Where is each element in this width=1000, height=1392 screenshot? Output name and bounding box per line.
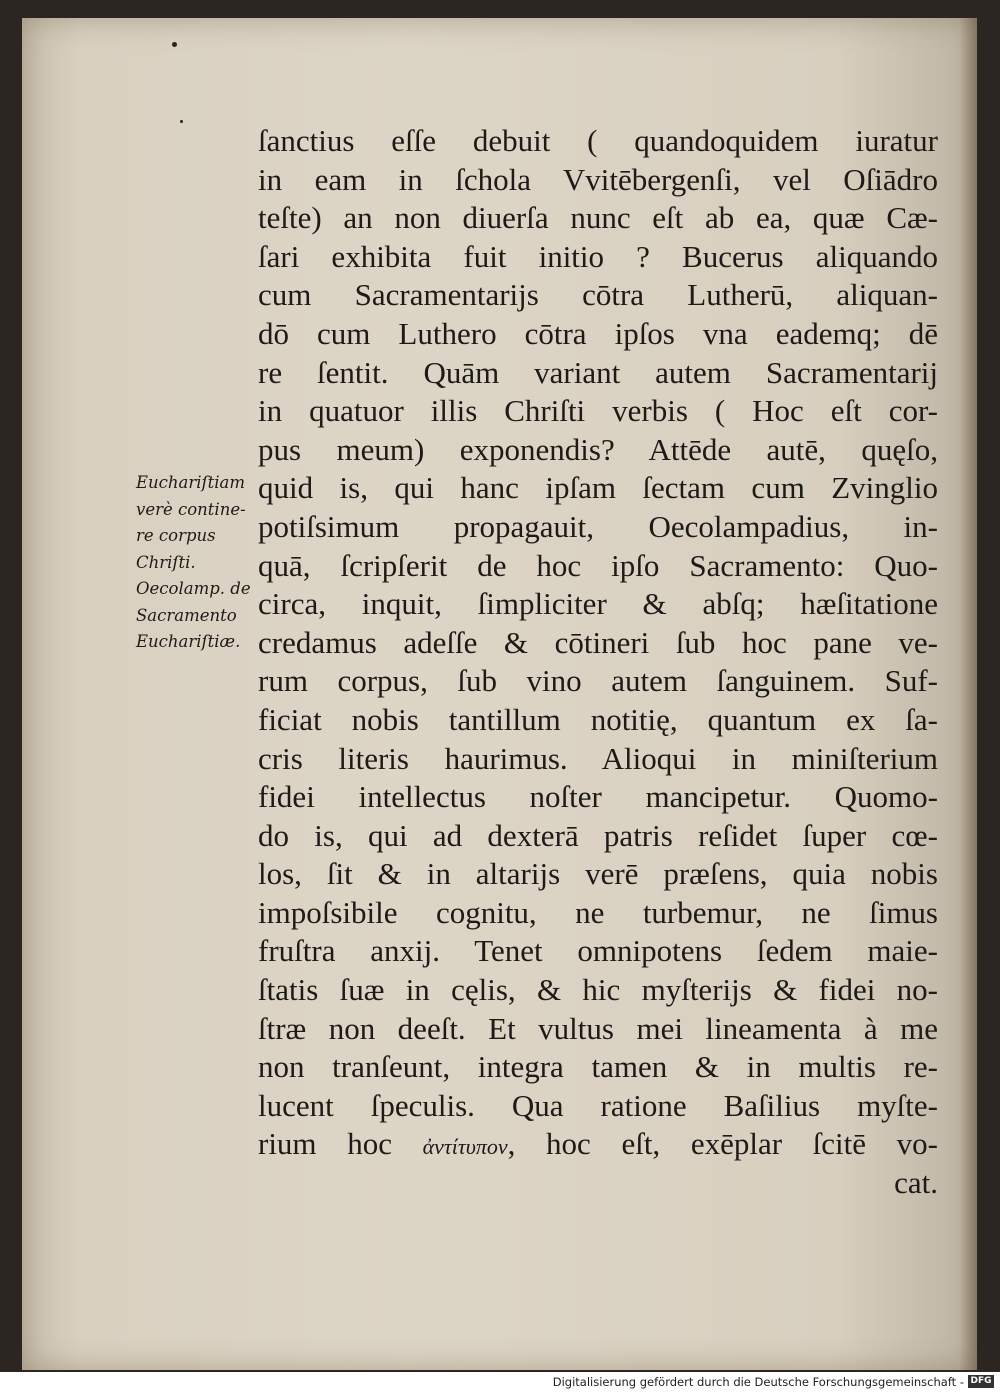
catchword: cat.: [894, 1165, 938, 1201]
marginal-note-line: Sacramento: [136, 605, 237, 625]
main-text-block: [258, 122, 938, 1203]
text-line: in quatuor illis Chriſti verbis ( Hoc eſt cor-: [258, 393, 938, 429]
text-line: credamus adeſſe & cōtineri ſub hoc pane ve-: [258, 624, 938, 660]
text-line: ſari exhibita fuit initio ? Bucerus aliquando: [258, 238, 938, 274]
text-line: pus meum) exponendis? Attēde autē, quęſo,: [258, 431, 938, 467]
text-line: circa, inquit, ſimpliciter & abſq; hæſitatione: [258, 586, 938, 622]
text-fragment: , hoc eſt, exēplar ſcitē vo-: [507, 1126, 938, 1162]
text-line: quā, ſcripſerit de hoc ipſo Sacramento: Quo-: [258, 547, 938, 583]
text-line: rum corpus, ſub vino autem ſanguinem. Suf-: [258, 663, 938, 699]
footer-credit: Digitalisierung gefördert durch die Deutsche Forschungsgemeinschaft -: [552, 1375, 964, 1389]
text-line: potiſsimum propagauit, Oecolampadius, in-: [258, 508, 938, 544]
text-line: fruſtra anxij. Tenet omnipotens ſedem maie-: [258, 933, 938, 969]
text-line: lucent ſpeculis. Qua ratione Baſilius myſte-: [258, 1087, 938, 1123]
marginal-note-line: Oecolamp. de: [136, 579, 251, 598]
marginal-note-line: Chriſti.: [136, 552, 196, 572]
text-line: ſtatis ſuæ in cęlis, & hic myſterijs & fidei no-: [258, 972, 938, 1008]
marginal-note-line: Euchariſtiæ.: [136, 632, 241, 651]
text-line: impoſsibile cognitu, ne turbemur, ne ſimus: [258, 894, 938, 930]
text-line: los, ſit & in altarijs verē præſens, quia nobis: [258, 856, 938, 892]
text-fragment: rium hoc: [258, 1126, 423, 1162]
text-line: ficiat nobis tantillum notitię, quantum ex ſa-: [258, 701, 938, 737]
text-line: quid is, qui hanc ipſam ſectam cum Zvinglio: [258, 470, 938, 506]
text-line: do is, qui ad dexterā patris reſidet ſuper cœ-: [258, 817, 938, 853]
text-line: [258, 1125, 938, 1164]
marginal-note-line: Euchariſtiam: [136, 473, 246, 492]
marginal-note-line: re corpus: [136, 526, 216, 545]
text-line: cris literis haurimus. Alioqui in miniſterium: [258, 740, 938, 776]
text-line: teſte) an non diuerſa nunc eſt ab ea, quæ Cæ-: [258, 200, 938, 236]
marginal-note-line: verè contine-: [136, 499, 246, 519]
greek-word: ἀντίτυπον: [422, 1134, 508, 1160]
page-gutter-shadow: [959, 18, 977, 1370]
text-line: ſanctius eſſe debuit ( quandoquidem iuratur: [258, 123, 938, 158]
text-line: non tranſeunt, integra tamen & in multis re-: [258, 1049, 938, 1085]
text-line: dō cum Luthero cōtra ipſos vna eademq; dē: [258, 315, 938, 351]
text-line: cum Sacramentarijs cōtra Lutherū, aliquan-: [258, 277, 938, 313]
text-line: fidei intellectus noſter mancipetur. Quomo-: [258, 779, 938, 815]
dfg-logo: DFG: [968, 1375, 994, 1388]
ink-mark: [180, 120, 183, 123]
text-line: in eam in ſchola Vvitēbergenſi, vel Oſiādro: [258, 161, 938, 197]
ink-mark: [172, 42, 177, 47]
marginal-note: [136, 470, 266, 656]
text-line: re ſentit. Quām variant autem Sacramentarij: [258, 354, 938, 390]
footer-bar: [0, 1372, 1000, 1392]
text-line: ſtræ non deeſt. Et vultus mei lineamenta à me: [258, 1010, 938, 1046]
